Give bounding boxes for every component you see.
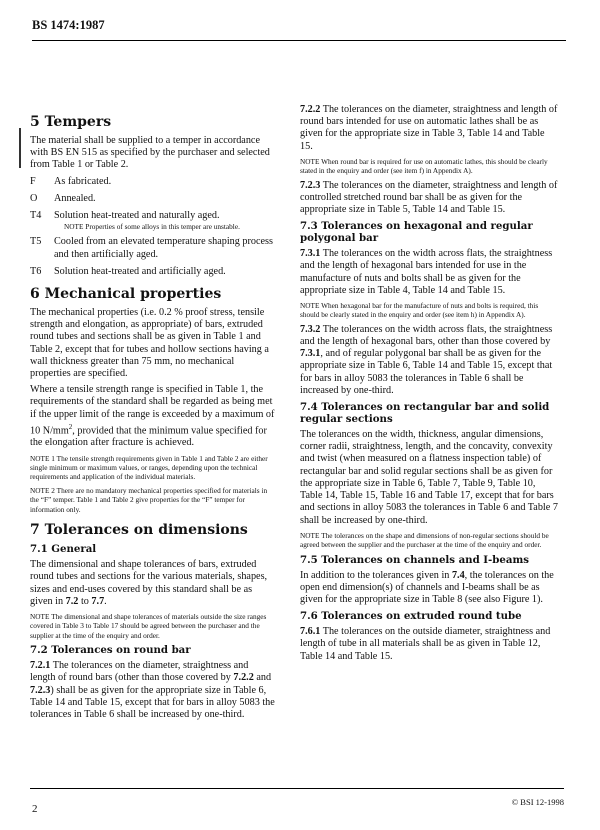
- temper-item: [30, 210, 275, 231]
- section-7-4-note: NOTE The tolerances on the shape and dimensions of non-regular sections should be agreed between the supplier and the purchaser at the time of the enquiry and order.: [300, 530, 549, 550]
- section-7-3-title: 7.3 Tolerances on hexagonal and regular polygonal bar: [300, 220, 533, 245]
- temper-description: Solution heat-treated and artificially aged.: [54, 265, 226, 277]
- page-number: 2: [32, 803, 38, 815]
- section-5-paragraph: The material shall be supplied to a temper in accordance with BS EN 515 as specified by the purchaser and selected from Table 1 or Table 2.: [30, 135, 270, 171]
- section-7-3-1-note: NOTE When hexagonal bar for the manufacture of nuts and bolts is required, this should be clearly stated in the enquiry and order (see item h) in Appendix A).: [300, 301, 539, 320]
- section-6-note-1: NOTE 1 The tensile strength requirements given in Table 1 and Table 2 are either single minimum or maximum values, or ranges, depending upon the technical requirements and application of the individual materials.: [30, 453, 268, 482]
- section-7-3-2-paragraph: 7.3.2 The tolerances on the width across flats, the straightness and the length of hexagonal bars, other than those covered by 7.3.1, and of regular polygonal bar shall be as given for the appropriate size in Table 6, Table 14 and Table 15, except that for bars in alloy 5083 the tolerances in Table 6 shall be increased by one-third.: [300, 323, 553, 396]
- left-column: [30, 106, 275, 725]
- document-id: BS 1474:1987: [32, 18, 105, 32]
- temper-description: Annealed.: [54, 192, 96, 204]
- section-7-5-title: 7.5 Tolerances on channels and I-beams: [300, 553, 529, 566]
- section-6-note-2: NOTE 2 There are no mandatory mechanical properties specified for materials in the “F” temper. Table 1 and Table 2 give properties for the “F” temper for information only.: [30, 485, 268, 514]
- temper-item: [30, 193, 275, 205]
- temper-code: T6: [30, 265, 42, 277]
- temper-code: F: [30, 175, 36, 187]
- section-7-1-paragraph: The dimensional and shape tolerances of bars, extruded round tubes and sections for the various materials, shapes, sizes and end-uses covered by this standard shall be as given in 7.2 to 7.7.: [30, 559, 268, 607]
- temper-code: T5: [30, 236, 42, 248]
- section-7-6-1-paragraph: 7.6.1 The tolerances on the outside diameter, straightness and length of tube in all materials shall be as given in Table 12, Table 14 and Table 15.: [300, 626, 551, 662]
- temper-code: T4: [30, 210, 42, 222]
- section-7-2-2-paragraph: 7.2.2 The tolerances on the diameter, straightness and length of round bars intended for use on automatic lathes shall be as given for the appropriate size in Table 3, Table 14 and Table 15.: [300, 104, 558, 152]
- section-6-paragraph-1: The mechanical properties (i.e. 0.2 % proof stress, tensile strength and elongation, as appropriate) of bars, extruded round tubes and sections shall be as given in Table 1 and Table 2, except that for tubes and hollow sections having a wall thickness greater than 75 mm, no mechanical properties are specified.: [30, 307, 269, 380]
- section-7-4-title: 7.4 Tolerances on rectangular bar and solid regular sections: [300, 401, 550, 426]
- section-7-2-3-paragraph: 7.2.3 The tolerances on the diameter, straightness and length of controlled stretched round bar shall be as given for the appropriate size in Table 5, Table 14 and Table 15.: [300, 179, 558, 216]
- section-6-title: 6 Mechanical properties: [30, 286, 222, 303]
- section-7-6-title: 7.6 Tolerances on extruded round tube: [300, 610, 522, 623]
- temper-item: [30, 266, 275, 278]
- temper-note: NOTE Properties of some alloys in this temper are unstable.: [64, 222, 240, 232]
- page-footer: [30, 788, 564, 815]
- temper-description: As fabricated.: [54, 175, 112, 187]
- temper-code: O: [30, 192, 38, 204]
- right-column: [300, 104, 558, 667]
- section-7-2-1-paragraph: 7.2.1 The tolerances on the diameter, straightness and length of round bars (other than those covered by 7.2.2 and 7.2.3) shall be as given for the appropriate size in Table 6, Table 14 and Table 15, except that for bars in alloy 5083 the tolerances in Table 6 shall be increased by one-third.: [30, 660, 275, 720]
- section-6-paragraph-2: Where a tensile strength range is specified in Table 1, the requirements of the standard shall be regarded as being met if the upper limit of the range is exceeded by a maximum of 10 $N/mm^2$, provided that the minimum value specified for the elongation after fracture is achieved.: [30, 384, 275, 449]
- section-7-1-note: NOTE The dimensional and shape tolerances of materials outside the size ranges covered in Table 3 to Table 17 should be agreed between the purchaser and the supplier at the time of the enquiry and order.: [30, 611, 267, 640]
- temper-item: [30, 236, 275, 260]
- temper-list: [30, 176, 275, 278]
- section-7-2-title: 7.2 Tolerances on round bar: [30, 644, 191, 657]
- page-header: [32, 14, 566, 41]
- copyright-notice: © BSI 12-1998: [511, 797, 564, 807]
- temper-item: [30, 176, 275, 188]
- section-7-4-paragraph: The tolerances on the width, thickness, angular dimensions, corner radii, straightness, length, and the concavity, convexity and twist (when measured on a flatness inspection table) of rectangular bar and solid regular sections shall be as given for the appropriate size in Table 6, Table 7, Table 9, Table 10, Table 14, Table 15, Table 16 and Table 17, except that for bars and sections in alloy 5083 the tolerances in Table 6 and Table 7 shall be increased by one-third.: [300, 429, 558, 526]
- section-5-title: 5 Tempers: [30, 114, 112, 130]
- section-7-title: 7 Tolerances on dimensions: [30, 522, 248, 539]
- change-bar: [19, 128, 21, 168]
- temper-description: Solution heat-treated and naturally aged. NOTE Properties of some alloys in this temper are unstable.: [54, 210, 275, 231]
- temper-description: Cooled from an elevated temperature shaping process and then artificially aged.: [54, 236, 273, 260]
- section-7-1-title: 7.1 General: [30, 543, 97, 556]
- section-7-2-2-note: NOTE When round bar is required for use on automatic lathes, this should be clearly stated in the enquiry and order (see item f) in Appendix A).: [300, 156, 548, 176]
- section-7-5-paragraph: In addition to the tolerances given in 7.4, the tolerances on the open end dimension(s) of channels and I-beams shall be as given for the appropriate size in Table 8 (see also Figure 1).: [300, 569, 554, 605]
- section-7-3-1-paragraph: 7.3.1 The tolerances on the width across flats, the straightness and the length of hexagonal bars intended for use in the manufacture of nuts and bolts shall be as given for the appropriate size in Table 4, Table 14 and Table 15.: [300, 248, 553, 296]
